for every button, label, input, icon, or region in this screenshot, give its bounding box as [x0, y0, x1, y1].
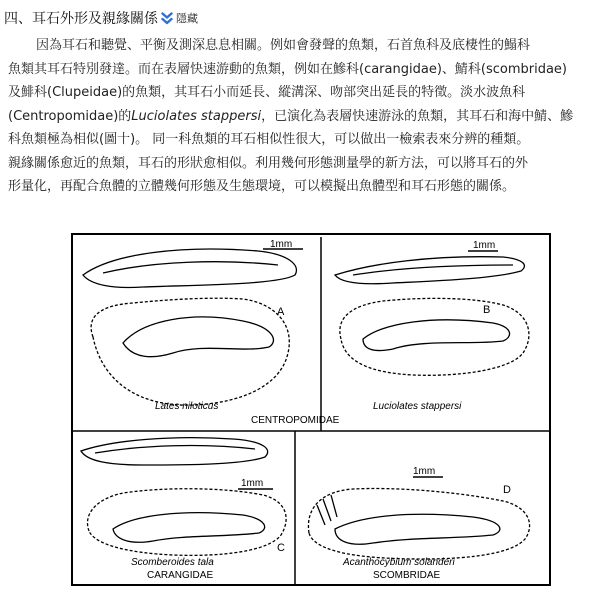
- family-label-centropomidae: CENTROPOMIDAE: [251, 415, 340, 426]
- scale-label-a: 1mm: [270, 239, 293, 250]
- paragraph-line: 親緣關係愈近的魚類，耳石的形狀愈相似。利用幾何形態測量學的新方法，可以將耳石的外: [8, 155, 529, 171]
- otolith-outline-a-lateral: [91, 298, 289, 405]
- text-span: (Centropomidae)的: [8, 108, 132, 124]
- hide-toggle-link[interactable]: 隱藏: [176, 12, 198, 25]
- panel-letter-d: D: [503, 484, 511, 496]
- sulcus-a: [123, 317, 273, 357]
- species-name: Luciolates stappersi: [131, 108, 262, 124]
- paragraph-line: [8, 105, 594, 129]
- otolith-ridges: [317, 495, 337, 525]
- paragraph-line: 科魚類極為相似(圖十)。 同一科魚類的耳石相似性很大，可以做出一檢索表來分辨的種類。: [8, 132, 530, 147]
- panel-letter-b: B: [483, 304, 491, 316]
- family-label-d: SCOMBRIDAE: [373, 570, 441, 581]
- scale-label-c: 1mm: [241, 478, 264, 489]
- sulcus-d: [335, 514, 500, 544]
- sulcus-c: [113, 513, 265, 543]
- section-title: 耳石外形及親緣關係: [32, 11, 158, 27]
- panel-d: [308, 489, 529, 560]
- otolith-outline-c-lateral: [87, 489, 286, 556]
- chevron-down-icon[interactable]: [161, 12, 173, 25]
- species-label-d: Acanthocybium solanderi: [343, 557, 455, 568]
- panel-letter-c: C: [277, 542, 285, 554]
- otolith-outline-b-dorsal: [335, 257, 524, 284]
- panel-b: [335, 257, 529, 376]
- panel-c: [81, 438, 286, 556]
- paragraph-line: 形量化，再配合魚體的立體幾何形態及生態環境，可以模擬出魚體型和耳石形態的關係。: [8, 179, 516, 194]
- body-paragraph: [8, 34, 594, 199]
- otolith-outline-b-lateral: [340, 298, 529, 375]
- paragraph-line: 及鯡科(Clupeidae)的魚類，其耳石小而延長、縱溝深、吻部突出延長的特徵。淡水波魚科: [8, 85, 526, 100]
- otolith-drawing: [73, 235, 549, 584]
- section-heading: [4, 8, 198, 28]
- otolith-groove: [95, 446, 255, 453]
- scale-label-d: 1mm: [413, 466, 436, 477]
- scale-label-b: 1mm: [473, 240, 496, 251]
- species-label-a: Lates niloticus: [155, 401, 219, 412]
- section-number: 四、: [4, 11, 32, 27]
- otolith-groove: [353, 265, 513, 275]
- text-span: ，已演化為表層快速游泳的魚類，其耳石和海中鯖、鰺: [261, 108, 574, 124]
- panel-a: [83, 249, 296, 405]
- species-label-b: Luciolates stappersi: [373, 401, 462, 412]
- sulcus-b: [363, 320, 510, 351]
- otolith-outline-a-dorsal: [83, 249, 296, 287]
- panel-letter-a: A: [277, 306, 285, 318]
- species-label-c: Scomberoides tala: [131, 557, 214, 568]
- otolith-groove: [103, 262, 278, 273]
- paragraph-line: 因為耳石和聽覺、平衡及測深息息相關。例如會發聲的魚類，石首魚科及底棲性的鰨科: [36, 38, 531, 53]
- family-label-c: CARANGIDAE: [147, 570, 214, 581]
- paragraph-line: 魚類其耳石特別發達。而在表層快速游動的魚類，例如在鰺科(carangidae)、鯖科(scombridae): [8, 61, 567, 77]
- otolith-figure: [71, 233, 551, 586]
